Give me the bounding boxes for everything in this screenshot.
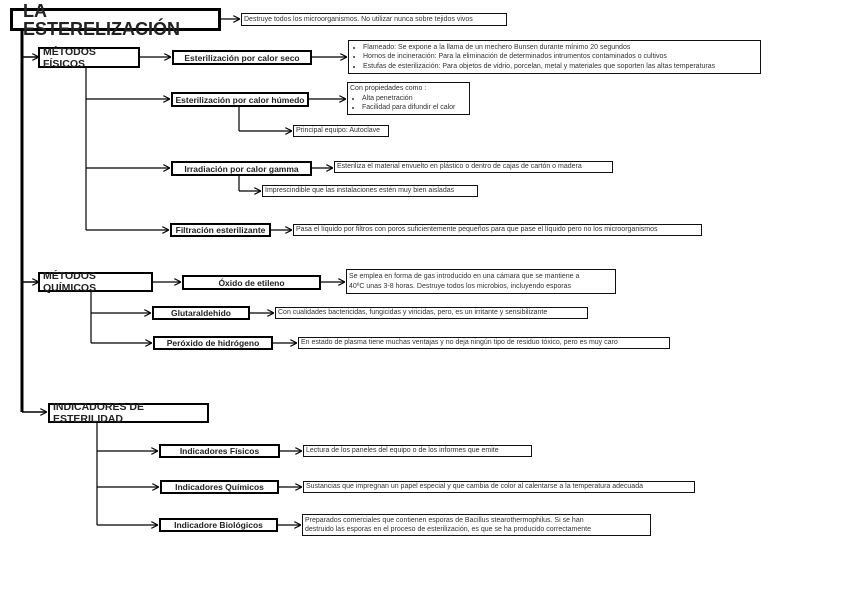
calor-humedo-props xyxy=(347,82,470,115)
calor-seco-item: • Flameado: Se expone a la llama de un mechero Bunsen durante mínimo 20 segundos xyxy=(363,43,715,53)
calor-seco-list xyxy=(348,40,761,74)
ind-biologicos-box: Indicadore Biológicos xyxy=(159,518,278,532)
oxido-note-line: 40ºC unas 3-8 horas. Destruye todos los microbios, incluyendo esporas xyxy=(349,282,572,290)
glutar-box: Glutaraldehido xyxy=(152,306,250,320)
filtracion-box: Filtración esterilizante xyxy=(170,223,271,237)
calor-seco-item: • Hornos de incineración: Para la eliminación de determinados intrumentos contaminados o cultivos xyxy=(363,52,715,62)
main-title: LA ESTERELIZACIÓN xyxy=(10,8,221,31)
ind-biologicos-note-line: Preparados comerciales que contienen esporas de Bacillus stearothermophilus. Si se han xyxy=(305,516,584,524)
gamma-note-2: Imprescindible que las instalaciones estén muy bien aisladas xyxy=(262,185,478,197)
calor-humedo-props-intro: Con propiedades como : xyxy=(350,85,427,93)
calor-humedo-equipo: Principal equipo: Autoclave xyxy=(293,125,389,137)
title-note: Destruye todos los microorganismos. No utilizar nunca sobre tejidos vivos xyxy=(241,13,507,26)
gamma-note-1: Esteriliza el material envuelto en plástico o dentro de cajas de cartón o madera xyxy=(334,161,613,173)
oxido-box: Óxido de etileno xyxy=(182,275,321,290)
peroxido-note: En estado de plasma tiene muchas ventajas y no deja ningún tipo de residuo tóxico, pero es muy caro xyxy=(298,337,670,349)
oxido-note-line: Se emplea en forma de gas introducido en una cámara que se mantiene a xyxy=(349,273,580,280)
metodos-quimicos-box: MÉTODOS QUÍMICOS xyxy=(38,272,153,292)
indicadores-box: INDICADORES DE ESTERILIDAD xyxy=(48,403,209,423)
calor-humedo-box: Esterilización por calor húmedo xyxy=(171,92,309,107)
gamma-box: Irradiación por calor gamma xyxy=(171,161,312,176)
ind-biologicos-note xyxy=(302,514,651,536)
metodos-fisicos-box: MÉTODOS FÍSICOS xyxy=(38,47,140,68)
ind-quimicos-note: Sustancias que impregnan un papel especial y que cambia de color al calentarse a la temperatura adecuada xyxy=(303,481,695,493)
calor-humedo-prop: • Facilidad para difundir el calor xyxy=(362,103,455,113)
ind-fisicos-note: Lectura de los paneles del equipo o de los informes que emite xyxy=(303,445,532,457)
glutar-note: Con cualidades bactericidas, fungicidas y viricidas, pero, es un irritante y sensibilizante xyxy=(275,307,588,319)
calor-seco-box: Esterilización por calor seco xyxy=(172,50,312,65)
filtracion-note: Pasa el líquido por filtros con poros suficientemente pequeños para que pase el líquido pero no los microorganismos xyxy=(293,224,702,236)
calor-seco-item: • Estufas de esterilización: Para objetos de vidrio, porcelan, metal y materiales que soporten las altas temperaturas xyxy=(363,62,715,72)
oxido-note xyxy=(346,269,616,294)
peroxido-box: Peróxido de hidrógeno xyxy=(153,336,273,350)
ind-biologicos-note-line: destruido las esporas en el proceso de esterilización, es que se ha producido correctamente xyxy=(305,526,591,533)
ind-fisicos-box: Indicadores Físicos xyxy=(159,444,280,458)
ind-quimicos-box: Indicadores Químicos xyxy=(160,480,279,494)
calor-humedo-prop: • Alta penetración xyxy=(362,94,455,104)
